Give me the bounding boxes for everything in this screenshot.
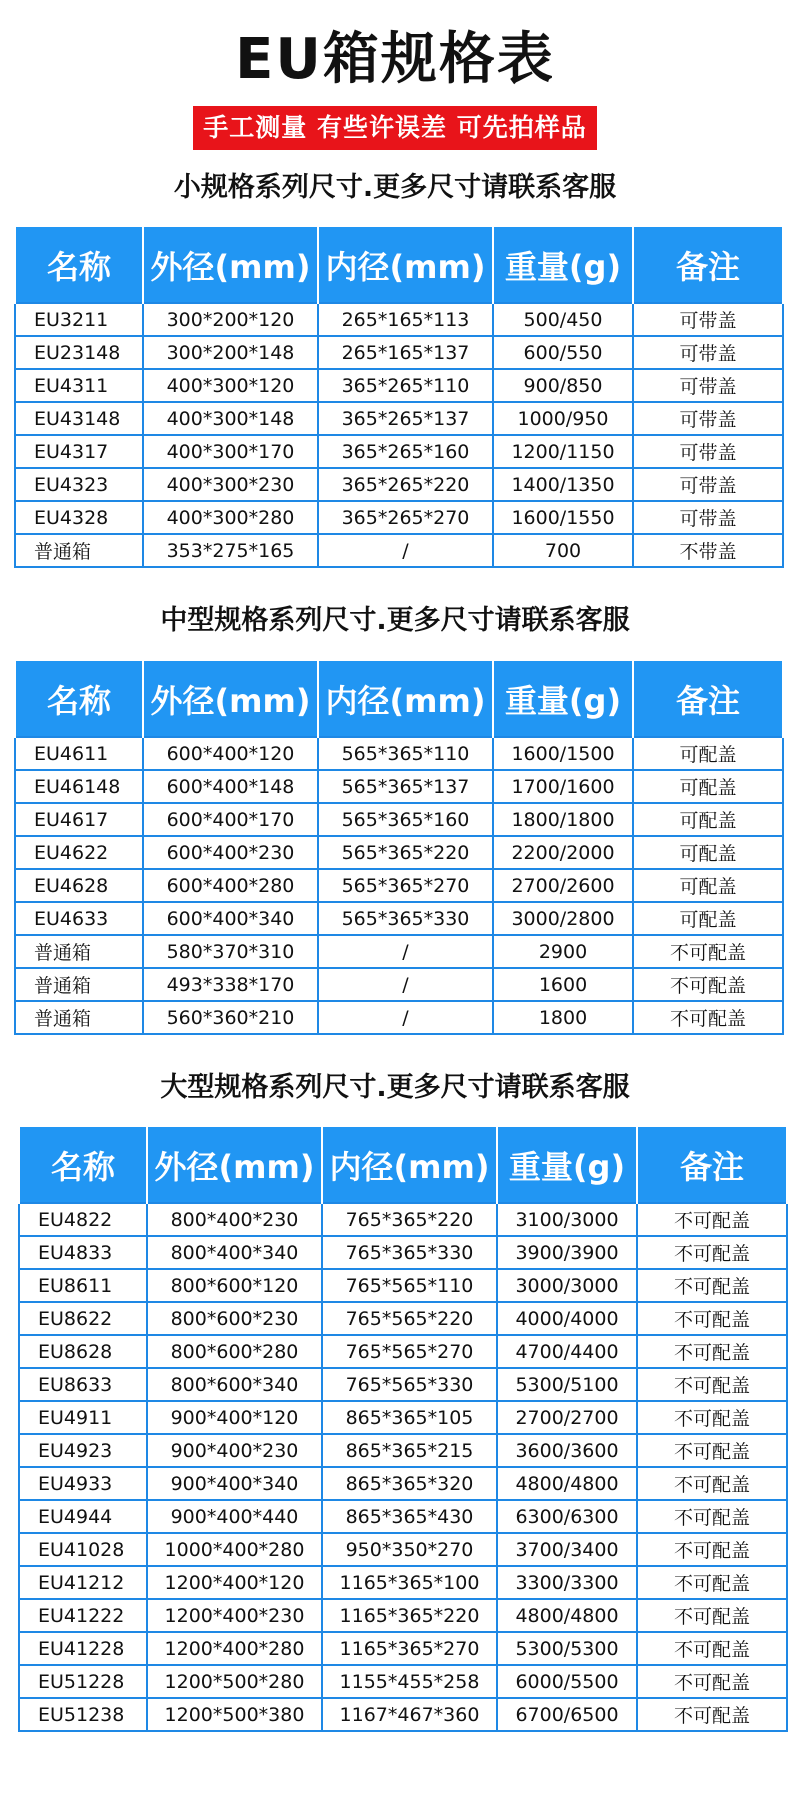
cell-weight: 1200/1150	[493, 435, 633, 468]
cell-remark: 不可配盖	[637, 1698, 787, 1731]
cell-remark: 可配盖	[633, 803, 783, 836]
cell-inner-size: 1155*455*258	[322, 1665, 497, 1698]
table-row	[15, 534, 783, 567]
cell-weight: 2700/2700	[497, 1401, 637, 1434]
cell-name: EU3211	[15, 303, 143, 336]
table-row	[15, 836, 783, 869]
cell-remark: 不可配盖	[633, 1001, 783, 1034]
cell-inner-size: 765*565*220	[322, 1302, 497, 1335]
cell-inner-size: 865*365*105	[322, 1401, 497, 1434]
cell-name: EU8628	[19, 1335, 147, 1368]
section-title-medium: 中型规格系列尺寸.更多尺寸请联系客服	[160, 605, 630, 636]
cell-name: EU51228	[19, 1665, 147, 1698]
cell-outer-size: 1200*500*280	[147, 1665, 322, 1698]
table-row	[15, 501, 783, 534]
table-row	[19, 1434, 787, 1467]
column-header-name: 名称	[15, 660, 143, 737]
column-header-name: 名称	[15, 226, 143, 303]
cell-remark: 不可配盖	[637, 1599, 787, 1632]
table-row	[19, 1533, 787, 1566]
cell-weight: 6700/6500	[497, 1698, 637, 1731]
cell-outer-size: 800*600*340	[147, 1368, 322, 1401]
section-title-large: 大型规格系列尺寸.更多尺寸请联系客服	[160, 1072, 630, 1103]
table-row	[15, 968, 783, 1001]
table-row	[19, 1665, 787, 1698]
column-header-outer-size: 外径(mm)	[143, 660, 318, 737]
cell-remark: 不可配盖	[637, 1236, 787, 1269]
column-header-remark: 备注	[637, 1126, 787, 1203]
cell-inner-size: 765*565*330	[322, 1368, 497, 1401]
cell-weight: 3600/3600	[497, 1434, 637, 1467]
cell-name: EU51238	[19, 1698, 147, 1731]
cell-weight: 600/550	[493, 336, 633, 369]
cell-name: EU4617	[15, 803, 143, 836]
cell-inner-size: 565*365*137	[318, 770, 493, 803]
cell-weight: 3000/3000	[497, 1269, 637, 1302]
cell-outer-size: 1000*400*280	[147, 1533, 322, 1566]
cell-outer-size: 300*200*120	[143, 303, 318, 336]
cell-weight: 3900/3900	[497, 1236, 637, 1269]
cell-inner-size: /	[318, 534, 493, 567]
cell-outer-size: 1200*400*280	[147, 1632, 322, 1665]
cell-name: EU41212	[19, 1566, 147, 1599]
cell-weight: 6300/6300	[497, 1500, 637, 1533]
cell-name: EU41228	[19, 1632, 147, 1665]
column-header-outer-size: 外径(mm)	[147, 1126, 322, 1203]
cell-remark: 可配盖	[633, 869, 783, 902]
table-row	[15, 902, 783, 935]
cell-remark: 不可配盖	[637, 1500, 787, 1533]
disclaimer-banner: 手工测量 有些许误差 可先拍样品	[193, 106, 596, 150]
cell-outer-size: 1200*400*120	[147, 1566, 322, 1599]
cell-outer-size: 1200*400*230	[147, 1599, 322, 1632]
cell-name: 普通箱	[15, 968, 143, 1001]
column-header-inner-size: 内径(mm)	[318, 660, 493, 737]
cell-outer-size: 600*400*340	[143, 902, 318, 935]
cell-name: EU4328	[15, 501, 143, 534]
cell-remark: 不可配盖	[637, 1368, 787, 1401]
cell-remark: 可配盖	[633, 770, 783, 803]
cell-name: EU41222	[19, 1599, 147, 1632]
cell-remark: 可带盖	[633, 435, 783, 468]
table-row	[15, 803, 783, 836]
cell-weight: 2700/2600	[493, 869, 633, 902]
cell-inner-size: 265*165*137	[318, 336, 493, 369]
cell-name: EU46148	[15, 770, 143, 803]
cell-weight: 4800/4800	[497, 1467, 637, 1500]
cell-name: EU8622	[19, 1302, 147, 1335]
cell-outer-size: 600*400*120	[143, 737, 318, 770]
cell-name: EU4622	[15, 836, 143, 869]
cell-name: EU4317	[15, 435, 143, 468]
cell-name: EU4923	[19, 1434, 147, 1467]
cell-outer-size: 800*400*340	[147, 1236, 322, 1269]
cell-remark: 不可配盖	[637, 1632, 787, 1665]
cell-name: 普通箱	[15, 534, 143, 567]
cell-name: EU8633	[19, 1368, 147, 1401]
table-row	[19, 1599, 787, 1632]
cell-remark: 不可配盖	[637, 1467, 787, 1500]
cell-outer-size: 580*370*310	[143, 935, 318, 968]
cell-inner-size: 365*265*137	[318, 402, 493, 435]
table-row	[19, 1368, 787, 1401]
cell-remark: 不可配盖	[637, 1401, 787, 1434]
spec-table-large	[18, 1125, 788, 1732]
cell-inner-size: 565*365*110	[318, 737, 493, 770]
cell-name: EU8611	[19, 1269, 147, 1302]
cell-weight: 1600/1500	[493, 737, 633, 770]
cell-outer-size: 353*275*165	[143, 534, 318, 567]
table-row	[15, 770, 783, 803]
cell-remark: 可带盖	[633, 468, 783, 501]
cell-remark: 可带盖	[633, 402, 783, 435]
banner-wrap	[0, 106, 790, 150]
cell-inner-size: /	[318, 1001, 493, 1034]
cell-outer-size: 600*400*170	[143, 803, 318, 836]
column-header-inner-size: 内径(mm)	[318, 226, 493, 303]
cell-inner-size: 765*565*110	[322, 1269, 497, 1302]
column-header-weight: 重量(g)	[493, 660, 633, 737]
spec-table-medium	[14, 659, 784, 1035]
table-row	[15, 336, 783, 369]
cell-inner-size: 565*365*270	[318, 869, 493, 902]
cell-remark: 可配盖	[633, 737, 783, 770]
cell-outer-size: 900*400*230	[147, 1434, 322, 1467]
column-header-name: 名称	[19, 1126, 147, 1203]
cell-outer-size: 800*600*280	[147, 1335, 322, 1368]
cell-weight: 3000/2800	[493, 902, 633, 935]
table-row	[15, 935, 783, 968]
cell-inner-size: 565*365*330	[318, 902, 493, 935]
table-row	[15, 1001, 783, 1034]
column-header-weight: 重量(g)	[497, 1126, 637, 1203]
column-header-weight: 重量(g)	[493, 226, 633, 303]
cell-inner-size: 365*265*110	[318, 369, 493, 402]
cell-remark: 可带盖	[633, 303, 783, 336]
cell-inner-size: 950*350*270	[322, 1533, 497, 1566]
cell-weight: 1400/1350	[493, 468, 633, 501]
cell-remark: 可配盖	[633, 902, 783, 935]
cell-remark: 可配盖	[633, 836, 783, 869]
cell-weight: 3100/3000	[497, 1203, 637, 1236]
cell-weight: 3300/3300	[497, 1566, 637, 1599]
table-row	[19, 1401, 787, 1434]
cell-remark: 不可配盖	[637, 1533, 787, 1566]
cell-outer-size: 1200*500*380	[147, 1698, 322, 1731]
cell-name: EU4633	[15, 902, 143, 935]
cell-outer-size: 600*400*148	[143, 770, 318, 803]
cell-name: EU4822	[19, 1203, 147, 1236]
cell-outer-size: 900*400*340	[147, 1467, 322, 1500]
table-row	[15, 869, 783, 902]
cell-name: EU4311	[15, 369, 143, 402]
cell-remark: 不可配盖	[633, 935, 783, 968]
spec-table-small	[14, 225, 784, 568]
cell-name: EU4611	[15, 737, 143, 770]
cell-inner-size: 1165*365*220	[322, 1599, 497, 1632]
cell-inner-size: 765*365*220	[322, 1203, 497, 1236]
header-row	[15, 226, 783, 303]
cell-name: EU4944	[19, 1500, 147, 1533]
table-row	[15, 737, 783, 770]
cell-outer-size: 400*300*280	[143, 501, 318, 534]
cell-outer-size: 800*600*230	[147, 1302, 322, 1335]
cell-outer-size: 300*200*148	[143, 336, 318, 369]
cell-inner-size: /	[318, 968, 493, 1001]
table-row	[15, 303, 783, 336]
table-row	[19, 1302, 787, 1335]
table-row	[15, 402, 783, 435]
page-title: EU箱规格表	[235, 27, 555, 92]
cell-inner-size: 1165*365*100	[322, 1566, 497, 1599]
cell-inner-size: 865*365*430	[322, 1500, 497, 1533]
cell-inner-size: 365*265*220	[318, 468, 493, 501]
cell-name: 普通箱	[15, 935, 143, 968]
cell-outer-size: 400*300*120	[143, 369, 318, 402]
cell-name: EU41028	[19, 1533, 147, 1566]
section-title-small: 小规格系列尺寸.更多尺寸请联系客服	[173, 172, 617, 203]
cell-remark: 不可配盖	[637, 1665, 787, 1698]
cell-inner-size: 765*565*270	[322, 1335, 497, 1368]
cell-inner-size: 265*165*113	[318, 303, 493, 336]
column-header-remark: 备注	[633, 660, 783, 737]
cell-name: EU23148	[15, 336, 143, 369]
cell-outer-size: 560*360*210	[143, 1001, 318, 1034]
cell-outer-size: 900*400*120	[147, 1401, 322, 1434]
cell-inner-size: /	[318, 935, 493, 968]
cell-weight: 6000/5500	[497, 1665, 637, 1698]
table-row	[19, 1335, 787, 1368]
cell-remark: 不可配盖	[637, 1302, 787, 1335]
cell-name: EU4628	[15, 869, 143, 902]
cell-outer-size: 493*338*170	[143, 968, 318, 1001]
cell-inner-size: 565*365*160	[318, 803, 493, 836]
cell-weight: 5300/5100	[497, 1368, 637, 1401]
cell-weight: 1800/1800	[493, 803, 633, 836]
cell-weight: 3700/3400	[497, 1533, 637, 1566]
table-row	[19, 1566, 787, 1599]
cell-remark: 可带盖	[633, 336, 783, 369]
column-header-remark: 备注	[633, 226, 783, 303]
cell-weight: 5300/5300	[497, 1632, 637, 1665]
cell-inner-size: 565*365*220	[318, 836, 493, 869]
cell-name: EU4323	[15, 468, 143, 501]
header-row	[19, 1126, 787, 1203]
cell-outer-size: 600*400*280	[143, 869, 318, 902]
cell-weight: 1000/950	[493, 402, 633, 435]
table-row	[19, 1236, 787, 1269]
cell-outer-size: 400*300*230	[143, 468, 318, 501]
cell-remark: 不可配盖	[637, 1566, 787, 1599]
table-row	[15, 468, 783, 501]
cell-weight: 2900	[493, 935, 633, 968]
cell-outer-size: 800*400*230	[147, 1203, 322, 1236]
column-header-inner-size: 内径(mm)	[322, 1126, 497, 1203]
cell-remark: 不可配盖	[637, 1335, 787, 1368]
table-row	[19, 1467, 787, 1500]
cell-weight: 1600	[493, 968, 633, 1001]
table-row	[19, 1698, 787, 1731]
cell-inner-size: 1167*467*360	[322, 1698, 497, 1731]
column-header-outer-size: 外径(mm)	[143, 226, 318, 303]
cell-name: 普通箱	[15, 1001, 143, 1034]
table-row	[15, 435, 783, 468]
cell-inner-size: 1165*365*270	[322, 1632, 497, 1665]
cell-weight: 1800	[493, 1001, 633, 1034]
cell-name: EU43148	[15, 402, 143, 435]
cell-weight: 1600/1550	[493, 501, 633, 534]
header-row	[15, 660, 783, 737]
cell-outer-size: 900*400*440	[147, 1500, 322, 1533]
cell-inner-size: 865*365*320	[322, 1467, 497, 1500]
cell-name: EU4911	[19, 1401, 147, 1434]
cell-weight: 4700/4400	[497, 1335, 637, 1368]
cell-remark: 不可配盖	[637, 1203, 787, 1236]
table-row	[19, 1203, 787, 1236]
cell-weight: 500/450	[493, 303, 633, 336]
cell-name: EU4933	[19, 1467, 147, 1500]
cell-outer-size: 600*400*230	[143, 836, 318, 869]
cell-weight: 4800/4800	[497, 1599, 637, 1632]
cell-weight: 900/850	[493, 369, 633, 402]
table-row	[19, 1269, 787, 1302]
cell-weight: 1700/1600	[493, 770, 633, 803]
cell-inner-size: 365*265*270	[318, 501, 493, 534]
cell-weight: 2200/2000	[493, 836, 633, 869]
cell-outer-size: 400*300*148	[143, 402, 318, 435]
table-row	[19, 1632, 787, 1665]
cell-inner-size: 365*265*160	[318, 435, 493, 468]
cell-weight: 4000/4000	[497, 1302, 637, 1335]
cell-inner-size: 765*365*330	[322, 1236, 497, 1269]
cell-weight: 700	[493, 534, 633, 567]
cell-remark: 不带盖	[633, 534, 783, 567]
cell-name: EU4833	[19, 1236, 147, 1269]
cell-outer-size: 400*300*170	[143, 435, 318, 468]
cell-outer-size: 800*600*120	[147, 1269, 322, 1302]
cell-remark: 不可配盖	[637, 1434, 787, 1467]
cell-remark: 可带盖	[633, 369, 783, 402]
table-row	[19, 1500, 787, 1533]
cell-inner-size: 865*365*215	[322, 1434, 497, 1467]
cell-remark: 不可配盖	[633, 968, 783, 1001]
cell-remark: 可带盖	[633, 501, 783, 534]
table-row	[15, 369, 783, 402]
cell-remark: 不可配盖	[637, 1269, 787, 1302]
